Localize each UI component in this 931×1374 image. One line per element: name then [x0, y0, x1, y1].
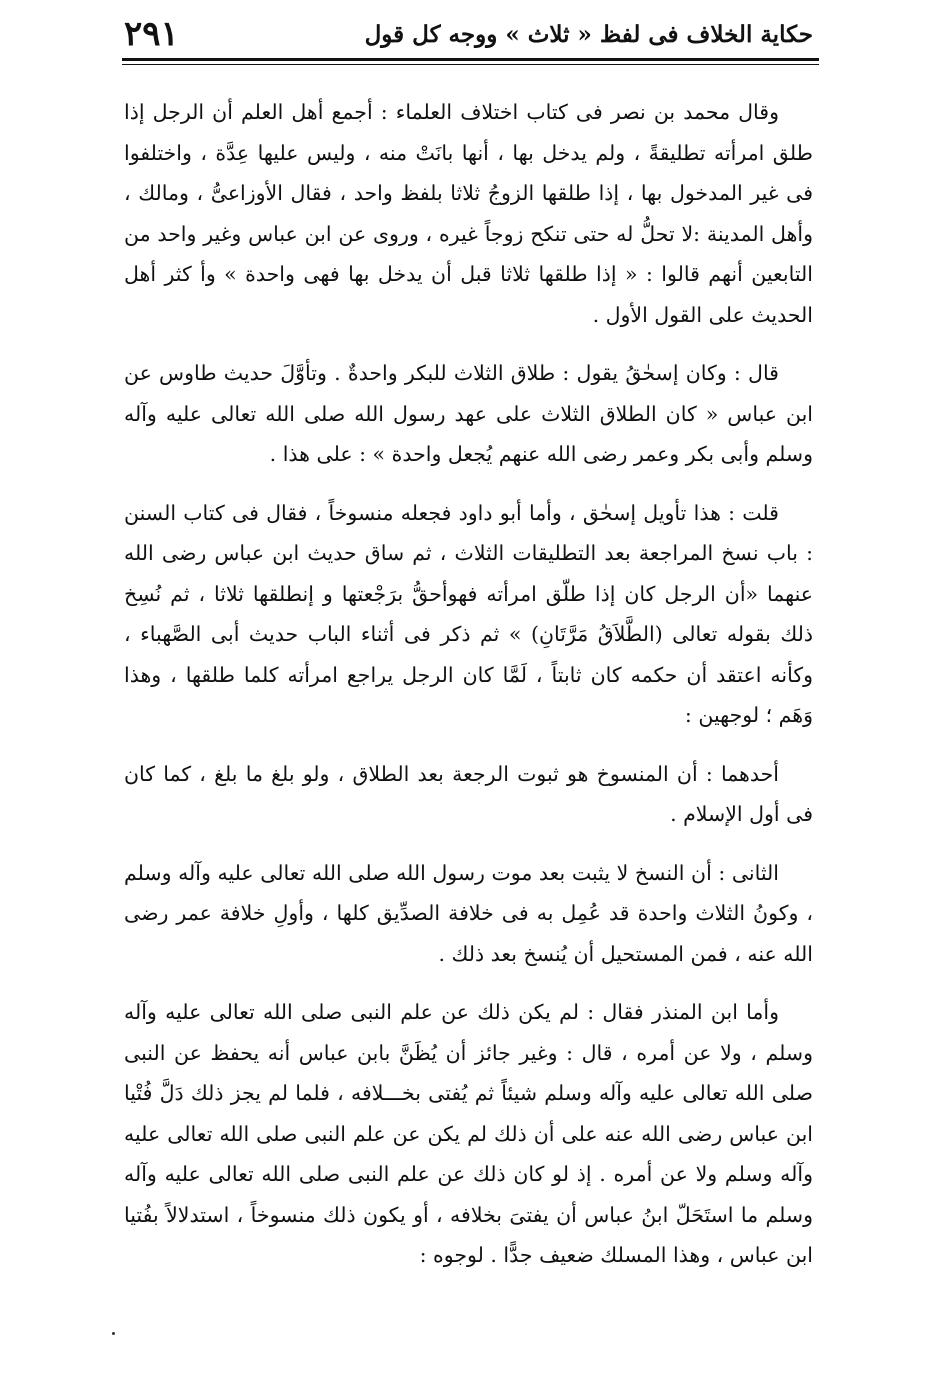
body-text [124, 92, 813, 1276]
paragraph: قلت : هذا تأويل إسحٰق ، وأما أبو داود فجعله منسوخاً ، فقال فى كتاب السنن : باب نسخ المراجعة بعد التطليقات الثلاث ، ثم ساق حديث ابن عباس رضى الله عنهما «أن الرجل كان إذا طلّق امرأته فهوأحقُّ برَجْعتها و إنطلقها ثلاثا ، ثم نُسِخ ذلك بقوله تعالى (الطَّلاَقُ مَرَّتَانِ) » ثم ذكر فى أثناء الباب حديث أبى الصَّهباء ، وكأنه اعتقد أن حكمه كان ثابتاً ، لَمَّا كان الرجل يراجع امرأته كلما طلقها ، وهذا وَهَم ؛ لوجهين : [124, 500, 813, 727]
page-number: ٢٩١ [124, 14, 179, 54]
paragraph: وأما ابن المنذر فقال : لم يكن ذلك عن علم النبى صلى الله تعالى عليه وآله وسلم ، ولا عن أمره ، قال : وغير جائز أن يُظَنَّ بابن عباس أنه يحفظ عن النبى صلى الله تعالى عليه وآله وسلم شيئاً ثم يُفتى بخـــلافه ، فلما لم يجز ذلك دَلَّ فُتْيا ابن عباس رضى الله عنه على أن ذلك لم يكن عن علم النبى صلى الله تعالى عليه وآله وسلم ولا عن أمره . إذ لو كان ذلك عن علم النبى صلى الله تعالى عليه وآله وسلم ما استَحَلّ ابنُ عباس أن يفتىَ بخلافه ، أو يكون ذلك منسوخاً ، استدلالاً بفُتيا ابن عباس ، وهذا المسلك ضعيف جدًّا . لوجوه : [124, 1000, 813, 1267]
paragraph: وقال محمد بن نصر فى كتاب اختلاف العلماء : أجمع أهل العلم أن الرجل إذا طلق امرأته تطليقةً ، ولم يدخل بها ، أنها بانَتْ منه ، وليس عليها عِدَّة ، واختلفوا فى غير المدخول بها ، إذا طلقها الزوجُ ثلاثا بلفظ واحد ، فقال الأوزاعىُّ ، ومالك ، وأهل المدينة :لا تحلُّ له حتى تنكح زوجاً غيره ، وروى عن ابن عباس وغير واحد من التابعين أنهم قالوا : « إذا طلقها ثلاثا قبل أن يدخل بها فهى واحدة » وأ كثر أهل الحديث على القول الأول . [124, 100, 813, 327]
running-title: حكاية الخلاف فى لفظ « ثلاث » ووجه كل قول [364, 20, 813, 48]
page-header [124, 8, 813, 60]
scan-speck [112, 1332, 115, 1335]
header-rule [122, 58, 819, 61]
paragraph: أحدهما : أن المنسوخ هو ثبوت الرجعة بعد الطلاق ، ولو بلغ ما بلغ ، كما كان فى أول الإسلام . [124, 761, 813, 826]
paragraph: قال : وكان إسحٰقُ يقول : طلاق الثلاث للبكر واحدةٌ . وتأوَّلَ حديث طاوس عن ابن عباس « كان الطلاق الثلاث على عهد رسول الله صلى الله تعالى عليه وآله وسلم وأبى بكر وعمر رضى الله عنهم يُجعل واحدة » : على هذا . [124, 361, 813, 466]
paragraph: الثانى : أن النسخ لا يثبت بعد موت رسول الله صلى الله تعالى عليه وآله وسلم ، وكونُ الثلاث واحدة قد عُمِل به فى خلافة الصدِّيق كلها ، وأولِ خلافة عمر رضى الله عنه ، فمن المستحيل أن يُنسخ بعد ذلك . [124, 860, 813, 966]
header-rule-thin [122, 64, 819, 65]
